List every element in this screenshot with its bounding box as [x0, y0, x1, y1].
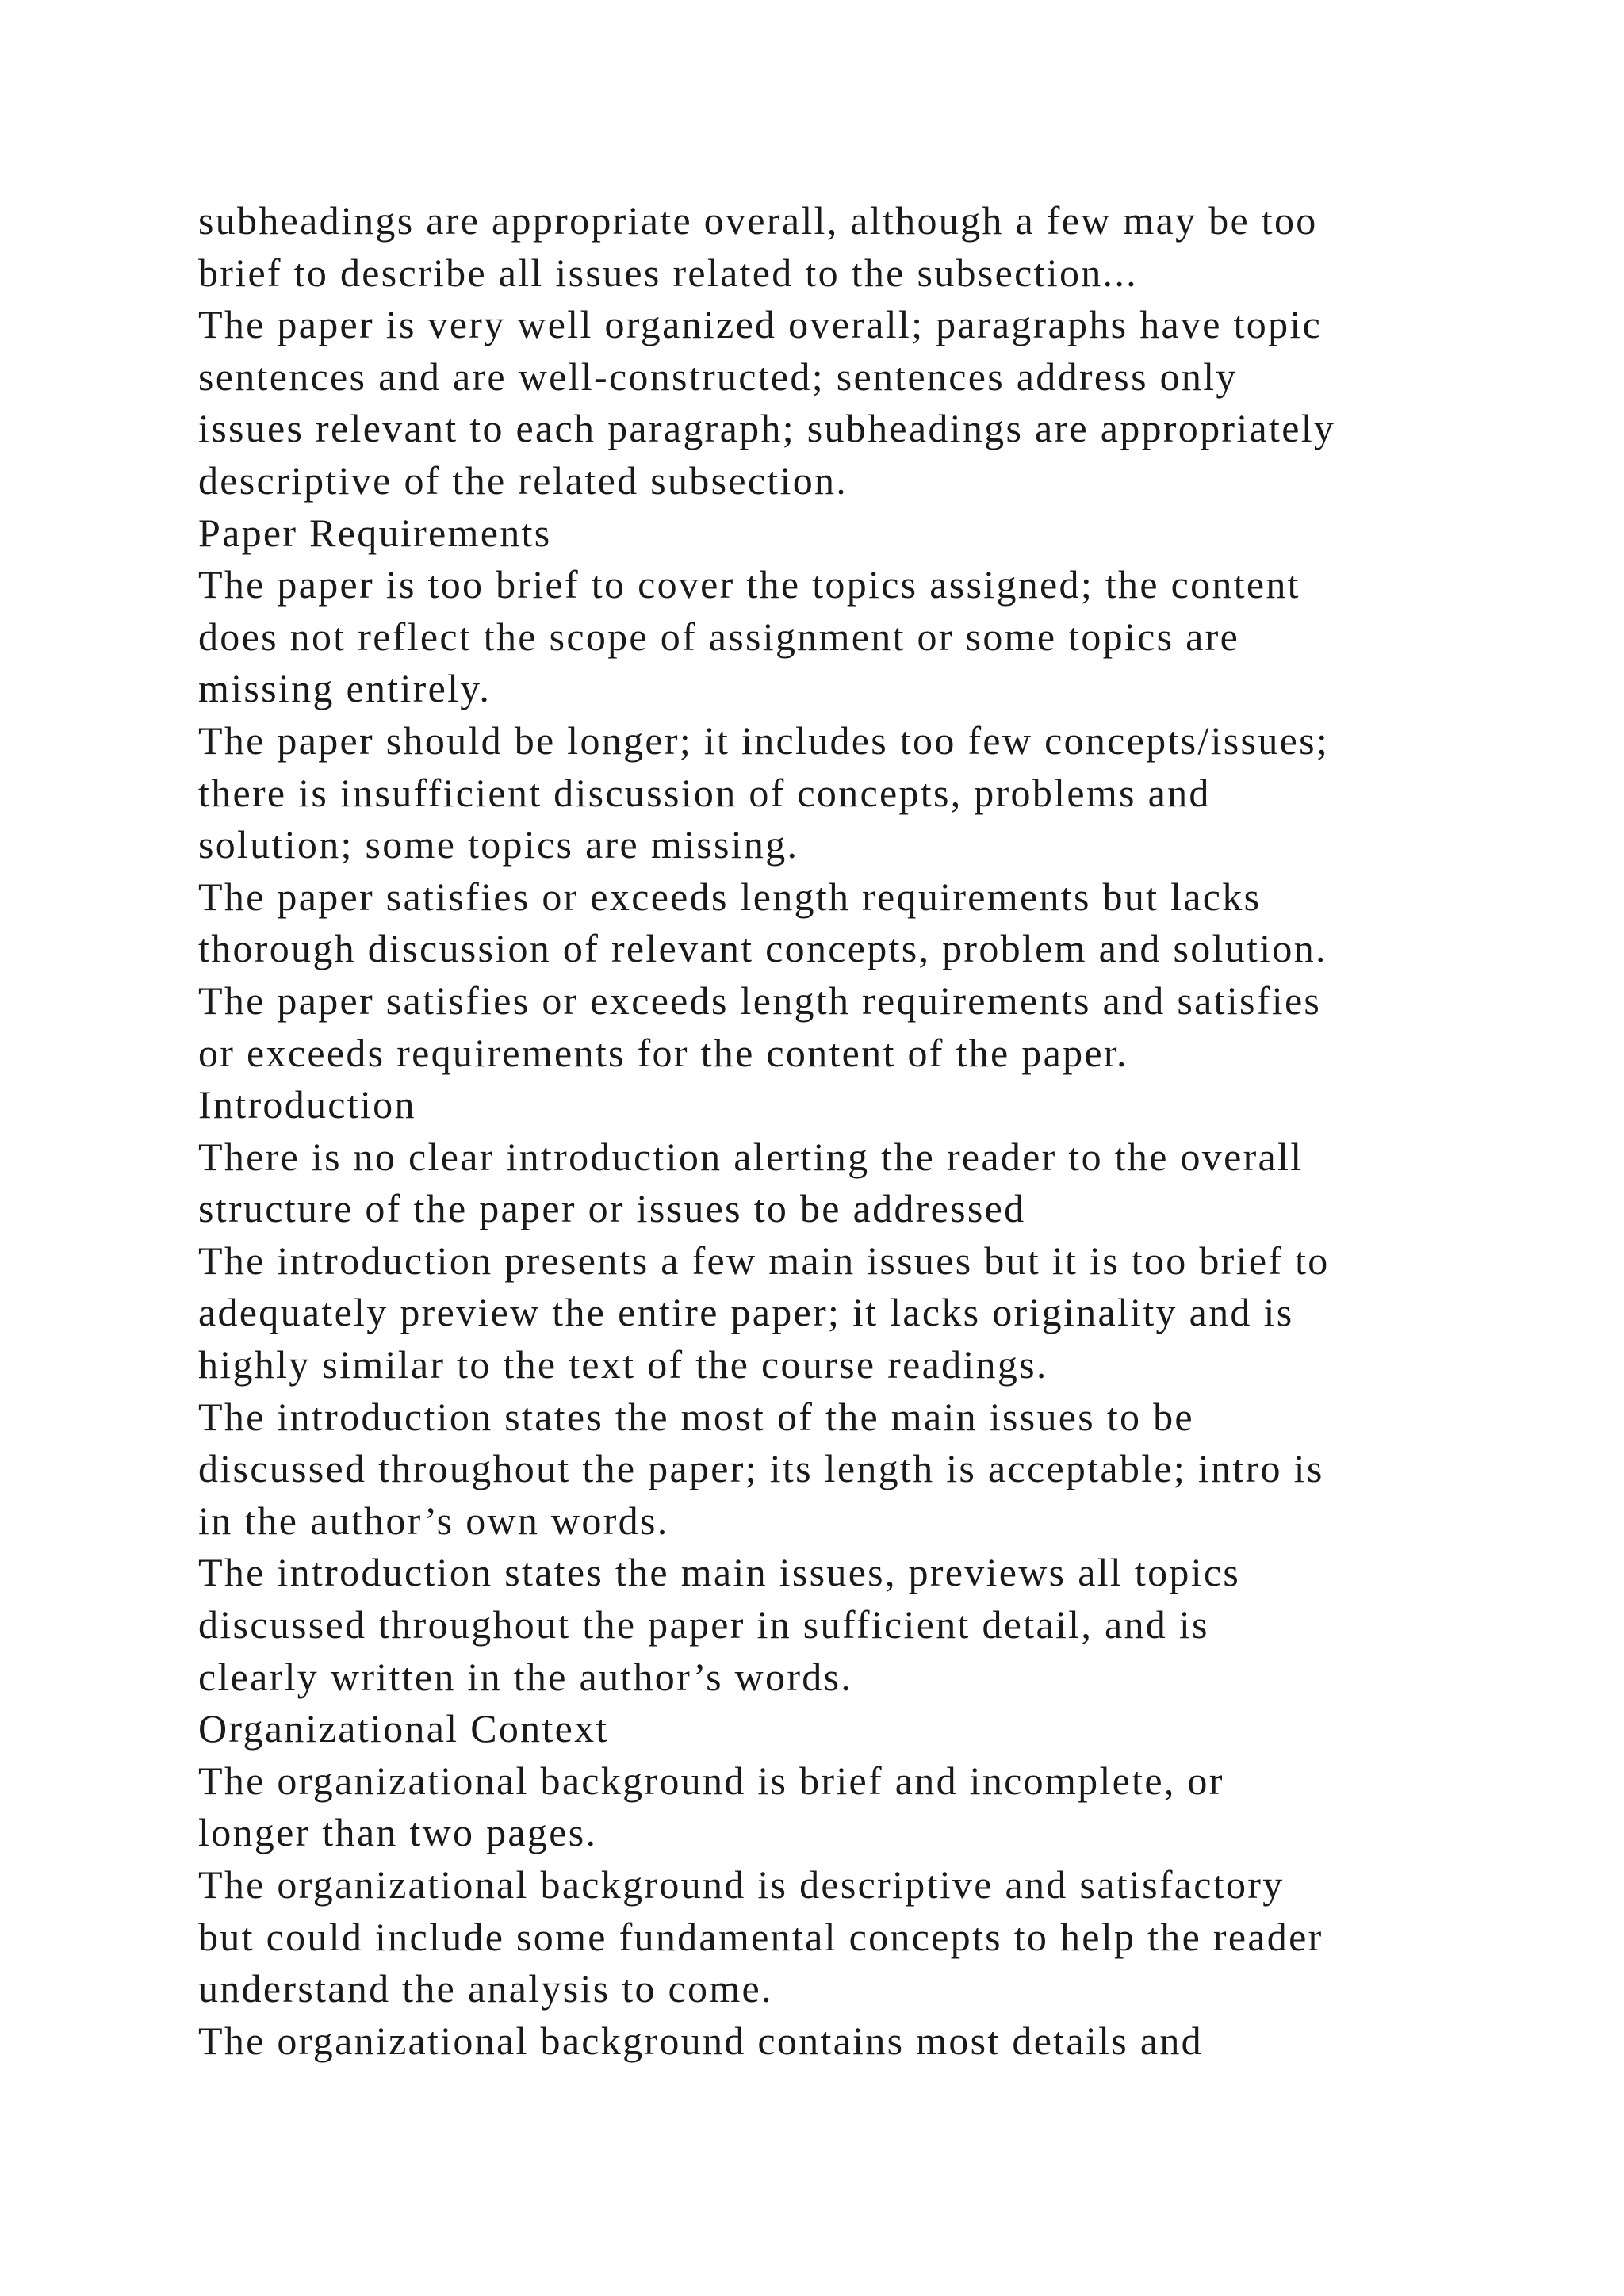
text-line: adequately preview the entire paper; it lacks originality and is	[198, 1290, 1294, 1335]
text-line: The organizational background contains most details and	[198, 2018, 1203, 2063]
section-heading-organizational-context: Organizational Context	[198, 1706, 609, 1751]
text-line: longer than two pages.	[198, 1810, 598, 1855]
text-line: issues relevant to each paragraph; subheadings are appropriately	[198, 406, 1336, 451]
text-line: The paper satisfies or exceeds length requirements and satisfies	[198, 978, 1322, 1023]
text-line: The organizational background is brief and incomplete, or	[198, 1758, 1224, 1803]
text-line: in the author’s own words.	[198, 1498, 669, 1543]
text-line: The paper should be longer; it includes too few concepts/issues;	[198, 718, 1330, 763]
text-line: There is no clear introduction alerting the reader to the overall	[198, 1134, 1304, 1179]
text-line: clearly written in the author’s words.	[198, 1654, 853, 1699]
text-line: subheadings are appropriate overall, although a few may be too	[198, 198, 1318, 243]
text-line: discussed throughout the paper in sufficient detail, and is	[198, 1602, 1209, 1647]
text-line: missing entirely.	[198, 666, 492, 711]
text-line: or exceeds requirements for the content of the paper.	[198, 1030, 1128, 1075]
text-line: but could include some fundamental concepts to help the reader	[198, 1914, 1323, 1959]
text-line: highly similar to the text of the course readings.	[198, 1342, 1048, 1387]
text-line: does not reflect the scope of assignment or some topics are	[198, 614, 1240, 659]
text-line: descriptive of the related subsection.	[198, 457, 848, 503]
text-line: The introduction presents a few main issues but it is too brief to	[198, 1238, 1330, 1283]
text-line: understand the analysis to come.	[198, 1966, 773, 2011]
text-line: solution; some topics are missing.	[198, 822, 799, 867]
text-line: brief to describe all issues related to the subsection...	[198, 250, 1138, 295]
text-line: The paper is very well organized overall; paragraphs have topic	[198, 302, 1323, 347]
text-line: there is insufficient discussion of concepts, problems and	[198, 770, 1211, 815]
text-line: The paper is too brief to cover the topics assigned; the content	[198, 562, 1300, 607]
section-heading-introduction: Introduction	[198, 1082, 416, 1127]
text-line: structure of the paper or issues to be addressed	[198, 1186, 1026, 1231]
section-heading-paper-requirements: Paper Requirements	[198, 510, 552, 555]
text-line: sentences and are well-constructed; sentences address only	[198, 354, 1238, 399]
text-line: thorough discussion of relevant concepts, problem and solution.	[198, 926, 1327, 971]
text-line: discussed throughout the paper; its length is acceptable; intro is	[198, 1446, 1324, 1491]
text-line: The organizational background is descriptive and satisfactory	[198, 1862, 1285, 1907]
text-line: The introduction states the main issues, previews all topics	[198, 1550, 1241, 1595]
text-line: The paper satisfies or exceeds length requirements but lacks	[198, 874, 1262, 919]
document-body	[198, 195, 1546, 2067]
text-line: The introduction states the most of the main issues to be	[198, 1394, 1194, 1439]
